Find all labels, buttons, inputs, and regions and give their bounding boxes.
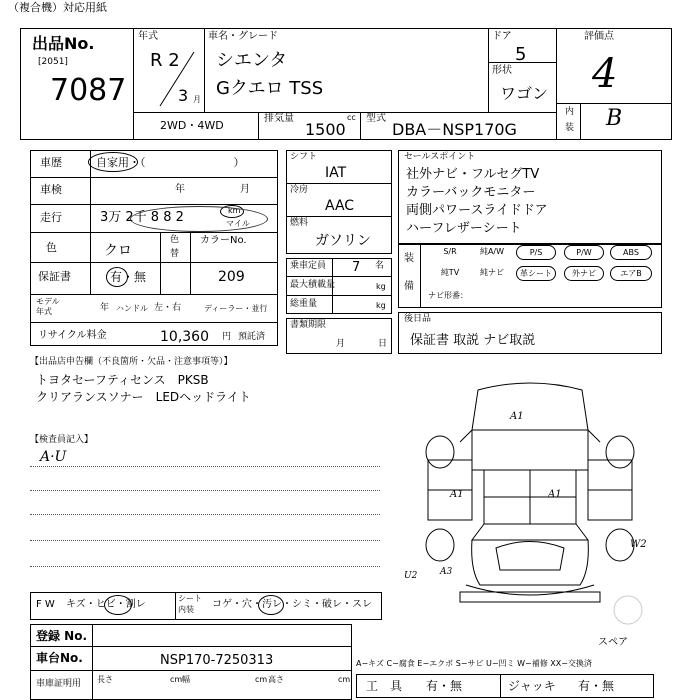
history-label: 車歴 [40, 156, 62, 169]
later-docs-value: 保証書 取説 ナビ取説 [410, 333, 536, 348]
warranty-label: 保証書 [38, 270, 71, 283]
lot-number: 7087 [50, 73, 127, 108]
sales-point-1: 社外ナビ・フルセグTV [406, 167, 540, 182]
inspector-label: 【検査員記入】 [30, 435, 94, 445]
history-value: 自家用・（ ） [96, 156, 245, 169]
sales-label: セールスポイント [404, 152, 476, 162]
damage-legend: A−キズ C−腐食 E−エクボ S−サビ U−凹ミ W−補修 XX−交換済 [356, 659, 592, 668]
car-grade: Gクエロ TSS [216, 78, 324, 99]
lot-code: [2051] [38, 57, 68, 67]
seat-items: コゲ・穴・汚レ・シミ・破レ・スレ [212, 599, 372, 610]
tool-label: 工 具 [366, 679, 403, 693]
height-unit: cm [338, 675, 351, 684]
displacement-value: 1500 [305, 120, 346, 139]
dealer-value: ディーラー・並行 [204, 304, 268, 313]
color-no-label: カラーNo. [200, 235, 247, 246]
mileage-label: 走行 [40, 211, 62, 224]
year-label: 年式 [138, 31, 158, 42]
equip-sr: S/R [443, 247, 457, 256]
equip-pw: P/W [564, 245, 604, 260]
equipment-label-2: 備 [404, 281, 414, 292]
height-label: 高さ [268, 675, 284, 684]
interior-score: B [606, 106, 623, 131]
ac-value: AAC [325, 198, 355, 214]
reg-no-label: 登録 No. [36, 629, 88, 643]
equip-aftermarket-navi: 外ナビ [564, 266, 604, 281]
width-unit: cm [255, 675, 268, 684]
fuel-label: 燃料 [290, 218, 309, 228]
jack-value: 有・無 [578, 679, 615, 693]
cc-unit: cc [347, 113, 356, 122]
fw-items: キズ・ヒビ・割レ [66, 599, 146, 610]
chassis-value: NSP170-7250313 [160, 653, 274, 668]
shape-value: ワゴン [500, 84, 549, 103]
damage-mark-w2: W2 [630, 539, 647, 550]
model-year-unit: 年 [100, 303, 110, 313]
damage-mark-right: A1 [548, 489, 562, 500]
tool-value: 有・無 [426, 679, 463, 693]
navi-model-label: ナビ形番： [428, 291, 468, 300]
load-unit: kg [376, 282, 386, 291]
weight-label: 総重量 [290, 299, 318, 309]
model-year-label-2: 年式 [36, 307, 52, 316]
color-value: クロ [104, 243, 132, 259]
history-block [30, 150, 278, 346]
jack-label: ジャッキ [508, 679, 556, 693]
load-label: 最大積載量 [290, 280, 336, 290]
notes-line-2: クリアランスソナー LEDヘッドライト [36, 390, 251, 404]
mileage-value: 3万 2千 8 8 2 [100, 210, 184, 225]
shape-label: 形状 [492, 65, 512, 76]
month-value: 3 [178, 86, 189, 105]
km-unit: km [228, 206, 241, 215]
equip-abs: ABS [610, 245, 652, 260]
capacity-value: 7 [352, 260, 361, 275]
damage-mark-a3: A3 [440, 567, 453, 577]
model-value: DBA－NSP170G [392, 120, 517, 139]
recycle-value: 10,360 [160, 329, 209, 345]
garage-cert-label: 車庫証明用 [36, 679, 82, 689]
fuel-value: ガソリン [315, 233, 371, 249]
inspector-note: A·U [40, 449, 67, 465]
spare-label: スペア [598, 637, 628, 648]
equip-alloy-wheels: 純A/W [479, 247, 505, 256]
form-type-label: （複合機）対応用紙 [8, 1, 107, 14]
color-no-value: 209 [218, 269, 245, 285]
name-label: 車名・グレード [208, 31, 278, 42]
doc-month: 月 [336, 339, 346, 349]
notes-label: 【出品店申告欄（不良箇所・欠品・注意事項等）】 [30, 357, 233, 367]
grade-score: 4 [592, 51, 618, 97]
interior-label-2: 装 [565, 123, 575, 133]
model-year-label-1: モデル [36, 297, 60, 306]
car-damage-diagram [400, 370, 660, 630]
width-label: 幅 [182, 675, 190, 684]
recycle-note: 預託済 [238, 332, 266, 342]
damage-mark-left: A1 [450, 489, 464, 500]
private-use-circle [88, 152, 138, 172]
color-label: 色 [46, 241, 57, 254]
shaken-year-unit: 年 [175, 184, 185, 195]
fw-crack-circle [104, 595, 132, 615]
doc-day: 日 [378, 339, 388, 349]
year-slash [158, 50, 196, 108]
recycle-unit: 円 [222, 332, 232, 342]
capacity-label: 乗車定員 [290, 261, 327, 271]
car-name: シエンタ [216, 50, 288, 71]
year-value: R 2 [150, 50, 180, 71]
warranty-yes-circle [106, 267, 128, 287]
chassis-label: 車台No. [36, 651, 83, 665]
length-label: 長さ [97, 675, 113, 684]
drive-value: 2WD・4WD [160, 119, 224, 132]
length-unit: cm [170, 675, 183, 684]
lot-label: 出品No. [32, 34, 95, 53]
warranty-value: 有・無 [110, 270, 147, 284]
seat-label-1: シート [178, 594, 202, 603]
displacement-label: 排気量 [264, 113, 294, 124]
shaken-month-unit: 月 [240, 184, 250, 195]
shaken-label: 車検 [40, 183, 62, 196]
equipment-label-1: 装 [404, 253, 414, 264]
handle-label: ハンドル [116, 304, 148, 313]
shift-label: シフト [290, 152, 318, 162]
fw-label: F W [36, 599, 55, 610]
later-docs-label: 後日品 [404, 314, 432, 324]
damage-mark-u2: U2 [404, 571, 418, 581]
seat-label-2: 内装 [178, 605, 194, 614]
color-change-2: 替 [170, 249, 180, 259]
capacity-unit: 名 [375, 261, 385, 271]
sales-point-2: カラーバックモニター [406, 185, 536, 200]
model-label: 型式 [366, 113, 386, 124]
equip-airbag: エアB [610, 266, 652, 281]
color-change-1: 色 [170, 235, 180, 245]
equip-ps: P/S [516, 245, 556, 260]
interior-label-1: 内 [565, 107, 575, 117]
weight-unit: kg [376, 301, 386, 310]
sales-point-3: 両側パワースライドドア [406, 203, 548, 218]
door-label: ドア [492, 31, 512, 42]
month-unit: 月 [193, 95, 201, 104]
recycle-label: リサイクル料金 [38, 330, 107, 341]
ac-label: 冷房 [290, 185, 309, 195]
sales-point-4: ハーフレザーシート [406, 221, 522, 236]
seat-dirt-circle [258, 595, 284, 615]
equip-leather: 革シート [516, 266, 556, 281]
shift-value: IAT [325, 165, 347, 181]
notes-line-1: トヨタセーフティセンス PKSB [36, 373, 209, 387]
door-value: 5 [515, 44, 527, 65]
grade-label: 評価点 [584, 31, 614, 42]
equip-tv: 純TV [440, 268, 460, 277]
equip-oem-navi: 純ナビ [480, 268, 504, 277]
mile-unit: マイル [226, 219, 250, 228]
mileage-scribble [130, 206, 268, 232]
doc-expiry-label: 書類期限 [290, 320, 327, 330]
damage-mark-roof: A1 [510, 411, 524, 422]
handle-value: 左・右 [154, 303, 182, 313]
